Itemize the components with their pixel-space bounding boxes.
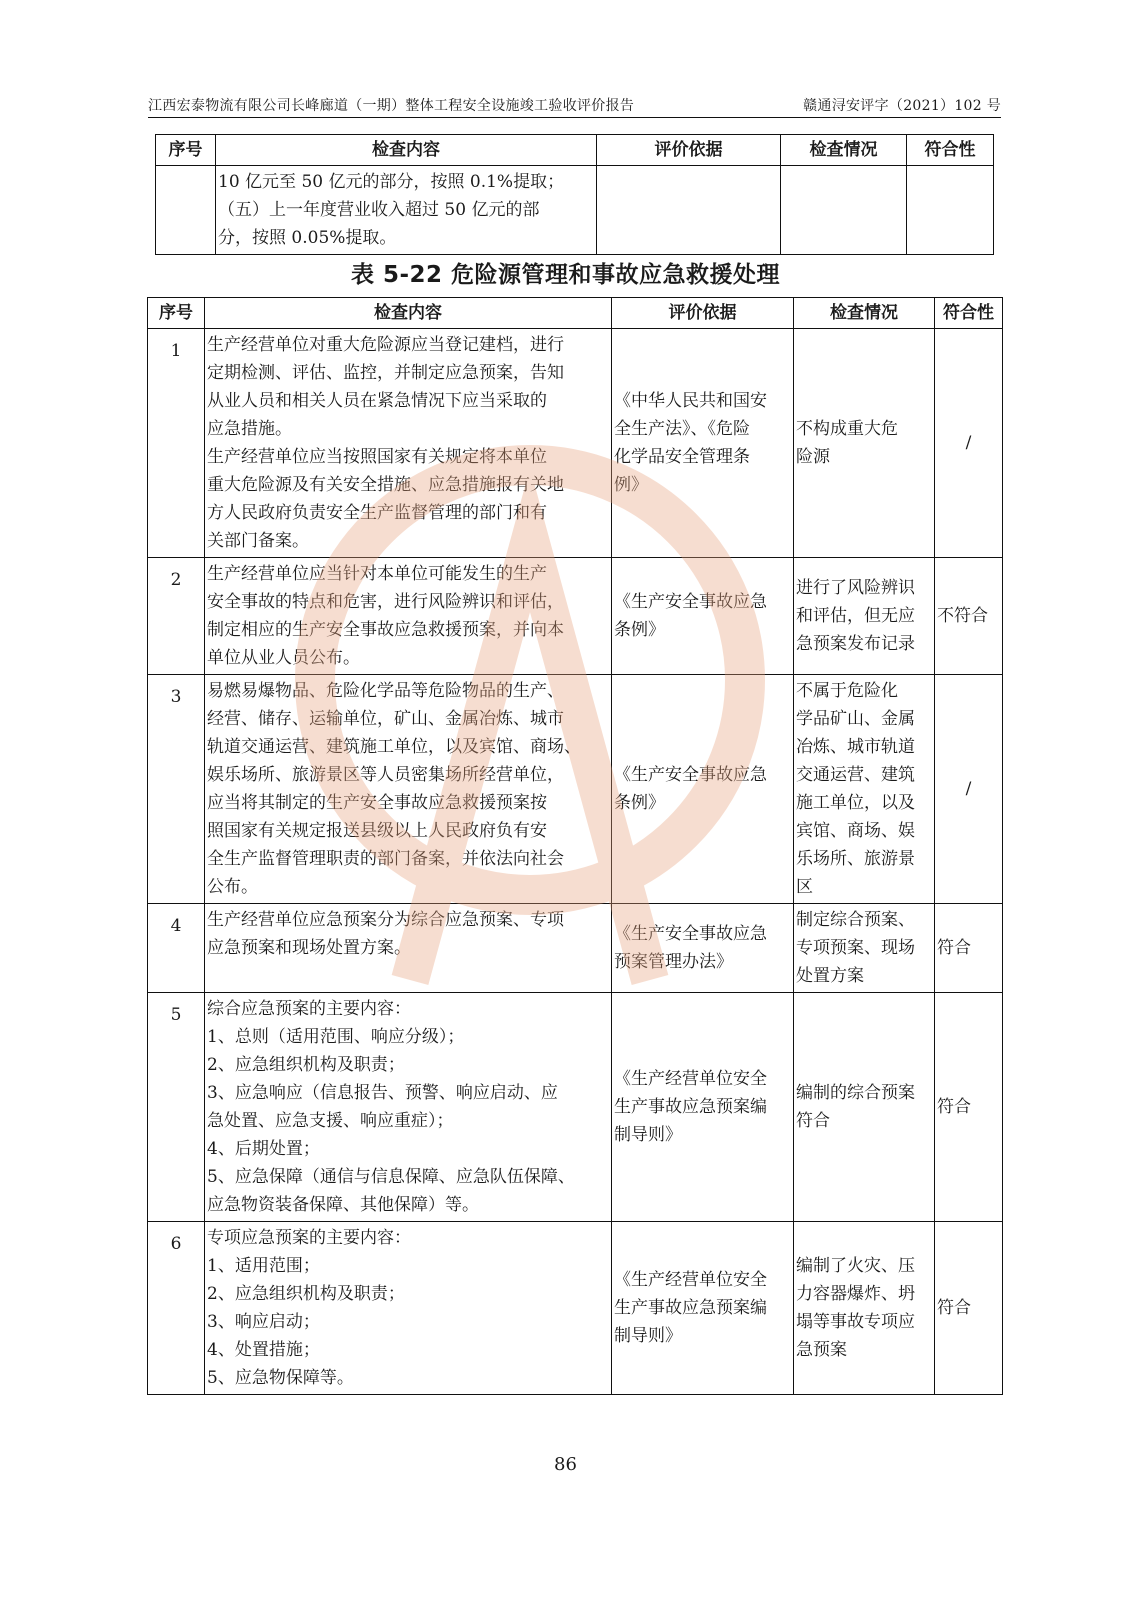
cell-idx: 3	[148, 675, 205, 904]
cell-result-line: 专项预案、现场	[796, 938, 915, 958]
cell-result-line: 险源	[796, 447, 830, 467]
cell-basis	[612, 329, 794, 558]
cell-basis-line: 《生产安全事故应急	[614, 765, 767, 785]
cell-result-line: 力容器爆炸、坍	[796, 1284, 915, 1304]
cell-content-line: 综合应急预案的主要内容：	[207, 999, 411, 1019]
table-header-row	[156, 135, 994, 166]
col-header-result: 检查情况	[794, 298, 935, 329]
cell-basis-line: 全生产法》、《危险	[614, 419, 750, 439]
cell-content-line: 2、应急组织机构及职责；	[207, 1055, 405, 1075]
cell-result	[794, 993, 935, 1222]
cell-conform	[907, 166, 994, 255]
header-report-title: 江西宏泰物流有限公司长峰廊道（一期）整体工程安全设施竣工验收评价报告	[148, 98, 635, 114]
cell-result-line: 不构成重大危	[796, 419, 898, 439]
cell-result	[794, 675, 935, 904]
cell-basis-line: 条例》	[614, 620, 665, 640]
cell-content-line: 生产经营单位应当按照国家有关规定将本单位	[207, 447, 547, 467]
table-row	[148, 329, 1003, 558]
cell-content-line: 5、应急保障（通信与信息保障、应急队伍保障、	[207, 1167, 575, 1187]
cell-result-line: 符合	[796, 1111, 830, 1131]
cell-conform: 符合	[935, 1222, 1003, 1395]
cell-basis-line: 制导则》	[614, 1125, 682, 1145]
cell-content-line: 定期检测、评估、监控，并制定应急预案，告知	[207, 363, 564, 383]
cell-content-line: 急处置、应急支援、响应重症）；	[207, 1111, 454, 1131]
cell-basis-line: 《生产安全事故应急	[614, 592, 767, 612]
cell-idx: 4	[148, 904, 205, 993]
cell-content	[205, 675, 612, 904]
cell-idx: 2	[148, 558, 205, 675]
cell-result-line: 急预案发布记录	[796, 634, 915, 654]
cell-result-line: 冶炼、城市轨道	[796, 737, 915, 757]
cell-content-line: 单位从业人员公布。	[207, 648, 360, 668]
cell-content-line: 5、应急物保障等。	[207, 1368, 354, 1388]
cell-content-line: 关部门备案。	[207, 531, 309, 551]
cell-content	[205, 904, 612, 993]
running-header	[148, 95, 1001, 115]
cell-basis-line: 制导则》	[614, 1326, 682, 1346]
cell-basis-line: 《生产经营单位安全	[614, 1069, 767, 1089]
cell-content-line: 应当将其制定的生产安全事故应急救援预案按	[207, 793, 547, 813]
col-header-content: 检查内容	[216, 135, 597, 166]
cell-content-line: 应急预案和现场处置方案。	[207, 938, 411, 958]
cell-content-line: 公布。	[207, 877, 258, 897]
cell-basis-line: 条例》	[614, 793, 665, 813]
table-row	[148, 904, 1003, 993]
cell-content-line: 方人民政府负责安全生产监督管理的部门和有	[207, 503, 547, 523]
cell-content-line: 1、总则（适用范围、响应分级）；	[207, 1027, 465, 1047]
cell-content	[205, 329, 612, 558]
cell-content-line: 娱乐场所、旅游景区等人员密集场所经营单位，	[207, 765, 564, 785]
cell-idx: 5	[148, 993, 205, 1222]
cell-idx	[156, 166, 216, 255]
cell-conform: /	[935, 675, 1003, 904]
col-header-result: 检查情况	[781, 135, 907, 166]
cell-basis-line: 化学品安全管理条	[614, 447, 750, 467]
cell-content-line: 3、响应启动；	[207, 1312, 320, 1332]
cell-content-line: 经营、储存、运输单位，矿山、金属冶炼、城市	[207, 709, 564, 729]
cell-content-line: 专项应急预案的主要内容：	[207, 1228, 411, 1248]
cell-result-line: 学品矿山、金属	[796, 709, 915, 729]
cell-content-line: 1、适用范围；	[207, 1256, 320, 1276]
cell-result-line: 区	[796, 877, 813, 897]
cell-basis-line: 生产事故应急预案编	[614, 1298, 767, 1318]
cell-result-line: 编制了火灾、压	[796, 1256, 915, 1276]
cell-basis-line: 预案管理办法》	[614, 952, 733, 972]
cell-basis	[612, 904, 794, 993]
cell-result	[794, 1222, 935, 1395]
cell-result-line: 急预案	[796, 1340, 847, 1360]
cell-content-line: 应急措施。	[207, 419, 292, 439]
content-line: 10 亿元至 50 亿元的部分，按照 0.1%提取；	[218, 172, 565, 192]
table-row	[148, 558, 1003, 675]
cell-content-line: 安全事故的特点和危害，进行风险辨识和评估，	[207, 592, 564, 612]
col-header-conform: 符合性	[907, 135, 994, 166]
cell-result-line: 编制的综合预案	[796, 1083, 915, 1103]
cell-content-line: 轨道交通运营、建筑施工单位，以及宾馆、商场、	[207, 737, 581, 757]
col-header-conform: 符合性	[935, 298, 1003, 329]
continued-table	[155, 134, 994, 255]
table-row	[156, 166, 994, 255]
cell-basis	[612, 993, 794, 1222]
cell-content-line: 易燃易爆物品、危险化学品等危险物品的生产、	[207, 681, 564, 701]
cell-basis-line: 《生产安全事故应急	[614, 924, 767, 944]
cell-result-line: 制定综合预案、	[796, 910, 915, 930]
cell-basis	[612, 1222, 794, 1395]
cell-content	[205, 1222, 612, 1395]
cell-idx: 6	[148, 1222, 205, 1395]
cell-content-line: 生产经营单位对重大危险源应当登记建档，进行	[207, 335, 564, 355]
cell-result-line: 进行了风险辨识	[796, 578, 915, 598]
cell-result-line: 处置方案	[796, 966, 864, 986]
cell-basis-line: 生产事故应急预案编	[614, 1097, 767, 1117]
col-header-idx: 序号	[156, 135, 216, 166]
cell-content-line: 照国家有关规定报送县级以上人民政府负有安	[207, 821, 547, 841]
cell-basis-line: 《中华人民共和国安	[614, 391, 767, 411]
cell-content	[205, 993, 612, 1222]
cell-conform: 符合	[935, 904, 1003, 993]
cell-result-line: 和评估，但无应	[796, 606, 915, 626]
content-line: 分，按照 0.05%提取。	[218, 228, 397, 248]
table-body	[148, 329, 1003, 1395]
cell-conform: 符合	[935, 993, 1003, 1222]
cell-result-line: 施工单位，以及	[796, 793, 915, 813]
hazard-emergency-table	[147, 297, 1003, 1395]
cell-result-line: 宾馆、商场、娱	[796, 821, 915, 841]
table-header-row	[148, 298, 1003, 329]
content-line: （五）上一年度营业收入超过 50 亿元的部	[218, 200, 540, 220]
col-header-basis: 评价依据	[612, 298, 794, 329]
cell-content-line: 生产经营单位应急预案分为综合应急预案、专项	[207, 910, 564, 930]
header-report-number: 赣通浔安评字（2021）102 号	[803, 98, 1001, 114]
cell-result	[794, 558, 935, 675]
cell-content-line: 生产经营单位应当针对本单位可能发生的生产	[207, 564, 547, 584]
cell-content-line: 3、应急响应（信息报告、预警、响应启动、应	[207, 1083, 558, 1103]
cell-content-line: 全生产监督管理职责的部门备案，并依法向社会	[207, 849, 564, 869]
page-number: 86	[554, 1454, 577, 1475]
cell-basis	[612, 558, 794, 675]
header-rule	[148, 117, 1001, 118]
cell-content-line: 4、处置措施；	[207, 1340, 320, 1360]
cell-basis-line: 例》	[614, 475, 648, 495]
cell-content	[205, 558, 612, 675]
cell-basis	[597, 166, 781, 255]
cell-content-line: 重大危险源及有关安全措施、应急措施报有关地	[207, 475, 564, 495]
cell-content-line: 4、后期处置；	[207, 1139, 320, 1159]
cell-idx: 1	[148, 329, 205, 558]
cell-result-line: 交通运营、建筑	[796, 765, 915, 785]
cell-conform: /	[935, 329, 1003, 558]
cell-conform: 不符合	[935, 558, 1003, 675]
cell-basis-line: 《生产经营单位安全	[614, 1270, 767, 1290]
col-header-content: 检查内容	[205, 298, 612, 329]
cell-result	[794, 904, 935, 993]
cell-result	[794, 329, 935, 558]
cell-result-line: 塌等事故专项应	[796, 1312, 915, 1332]
cell-content	[216, 166, 597, 255]
cell-result-line: 乐场所、旅游景	[796, 849, 915, 869]
cell-basis	[612, 675, 794, 904]
table-row	[148, 993, 1003, 1222]
table-row	[148, 1222, 1003, 1395]
cell-content-line: 应急物资装备保障、其他保障）等。	[207, 1195, 479, 1215]
cell-content-line: 2、应急组织机构及职责；	[207, 1284, 405, 1304]
cell-result-line: 不属于危险化	[796, 681, 898, 701]
col-header-basis: 评价依据	[597, 135, 781, 166]
table-row	[148, 675, 1003, 904]
col-header-idx: 序号	[148, 298, 205, 329]
cell-content-line: 从业人员和相关人员在紧急情况下应当采取的	[207, 391, 547, 411]
cell-content-line: 制定相应的生产安全事故应急救援预案，并向本	[207, 620, 564, 640]
table-title: 表 5-22 危险源管理和事故应急救援处理	[350, 262, 781, 288]
cell-result	[781, 166, 907, 255]
